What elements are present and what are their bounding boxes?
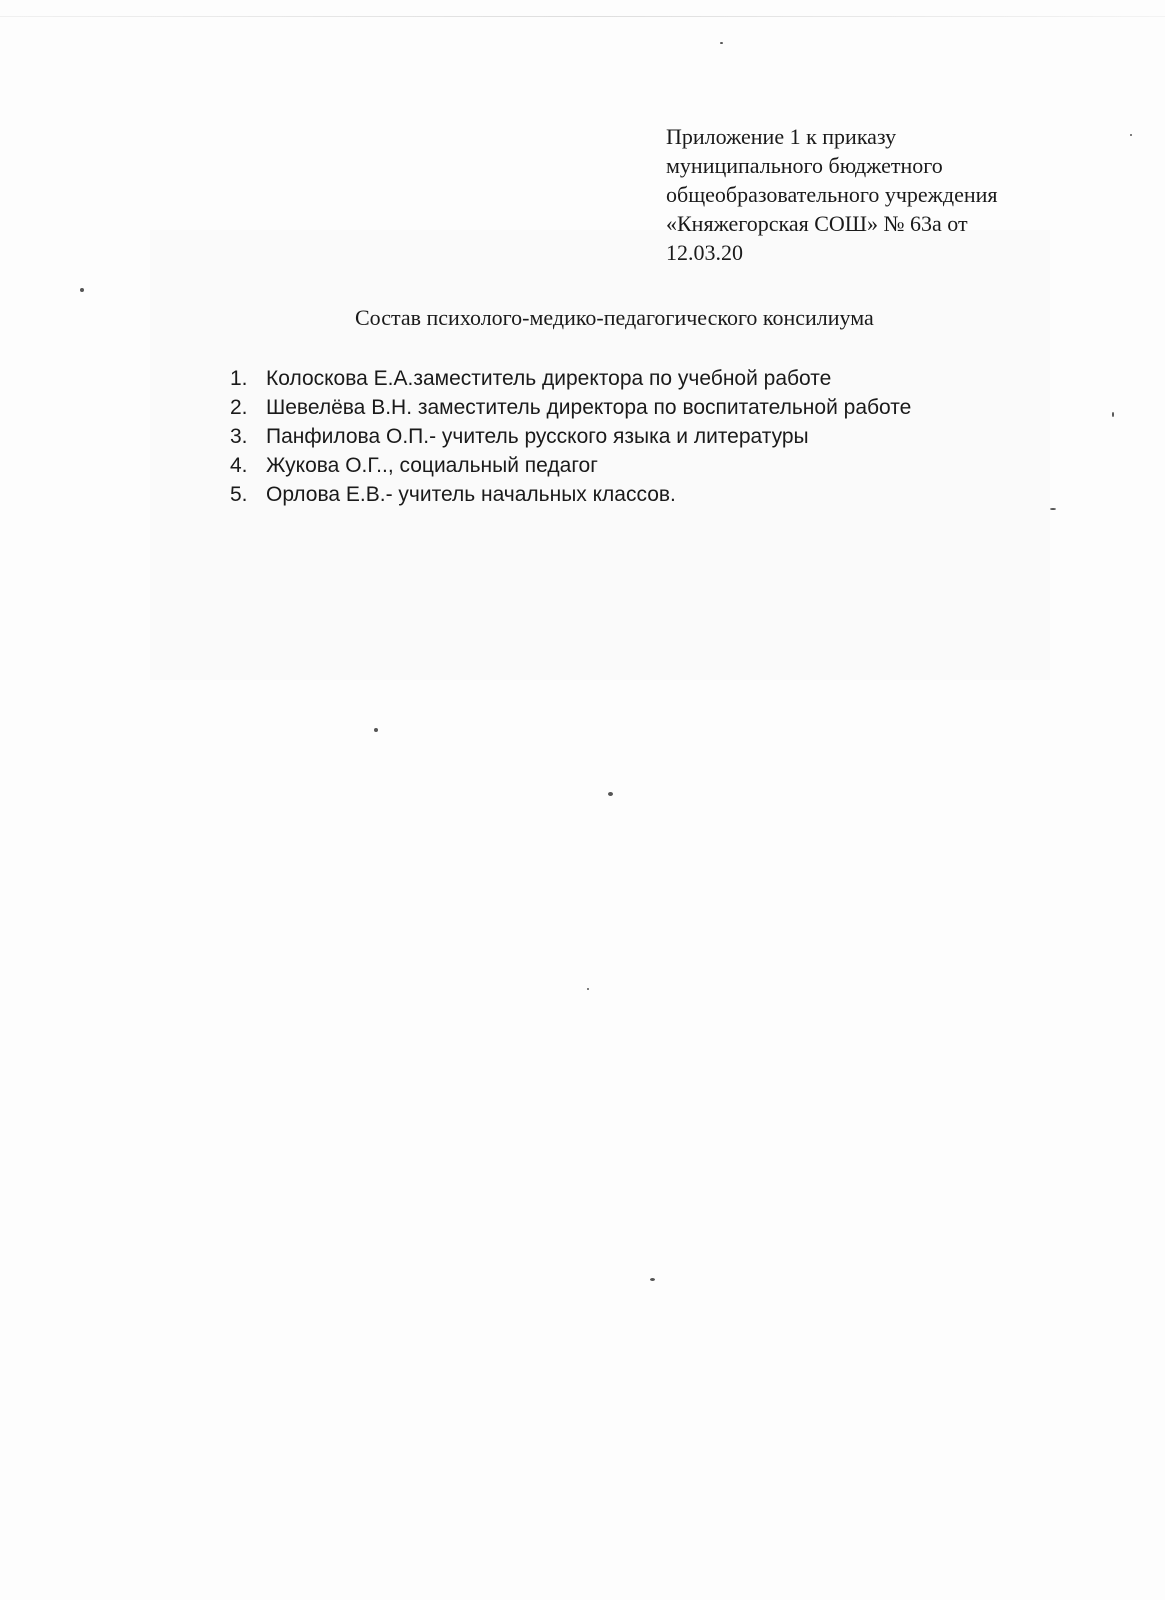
scan-edge — [0, 16, 1165, 17]
item-number: 2. — [230, 396, 248, 419]
scan-speck — [608, 792, 613, 796]
item-text: Колоскова Е.А.заместитель директора по учебной работе — [266, 367, 832, 390]
item-text: Панфилова О.П.- учитель русского языка и литературы — [266, 425, 809, 448]
item-number: 5. — [230, 483, 248, 506]
scan-speck — [1130, 134, 1132, 136]
list-item — [230, 480, 911, 509]
list-item — [230, 393, 911, 422]
appendix-line: общеобразовательного учреждения — [666, 182, 998, 207]
scan-speck — [650, 1278, 655, 1281]
item-number: 3. — [230, 425, 248, 448]
scan-speck — [1050, 508, 1056, 510]
appendix-line: 12.03.20 — [666, 240, 743, 265]
list-item — [230, 451, 911, 480]
item-text: Жукова О.Г.., социальный педагог — [266, 454, 598, 477]
scan-speck — [720, 42, 723, 44]
scan-speck — [587, 988, 589, 990]
item-number: 1. — [230, 367, 248, 390]
appendix-line: муниципального бюджетного — [666, 153, 943, 178]
scan-speck — [80, 288, 84, 292]
item-text: Орлова Е.В.- учитель начальных классов. — [266, 483, 676, 506]
appendix-header — [666, 122, 1126, 267]
appendix-line: «Княжегорская СОШ» № 63а от — [666, 211, 968, 236]
item-text: Шевелёва В.Н. заместитель директора по воспитательной работе — [266, 396, 912, 419]
item-number: 4. — [230, 454, 248, 477]
document-title: Состав психолого-медико-педагогического консилиума — [355, 305, 874, 330]
appendix-line: Приложение 1 к приказу — [666, 124, 897, 149]
scan-speck — [1112, 412, 1114, 417]
list-item — [230, 422, 911, 451]
list-item — [230, 364, 911, 393]
scan-speck — [374, 728, 378, 732]
members-list — [230, 364, 911, 509]
